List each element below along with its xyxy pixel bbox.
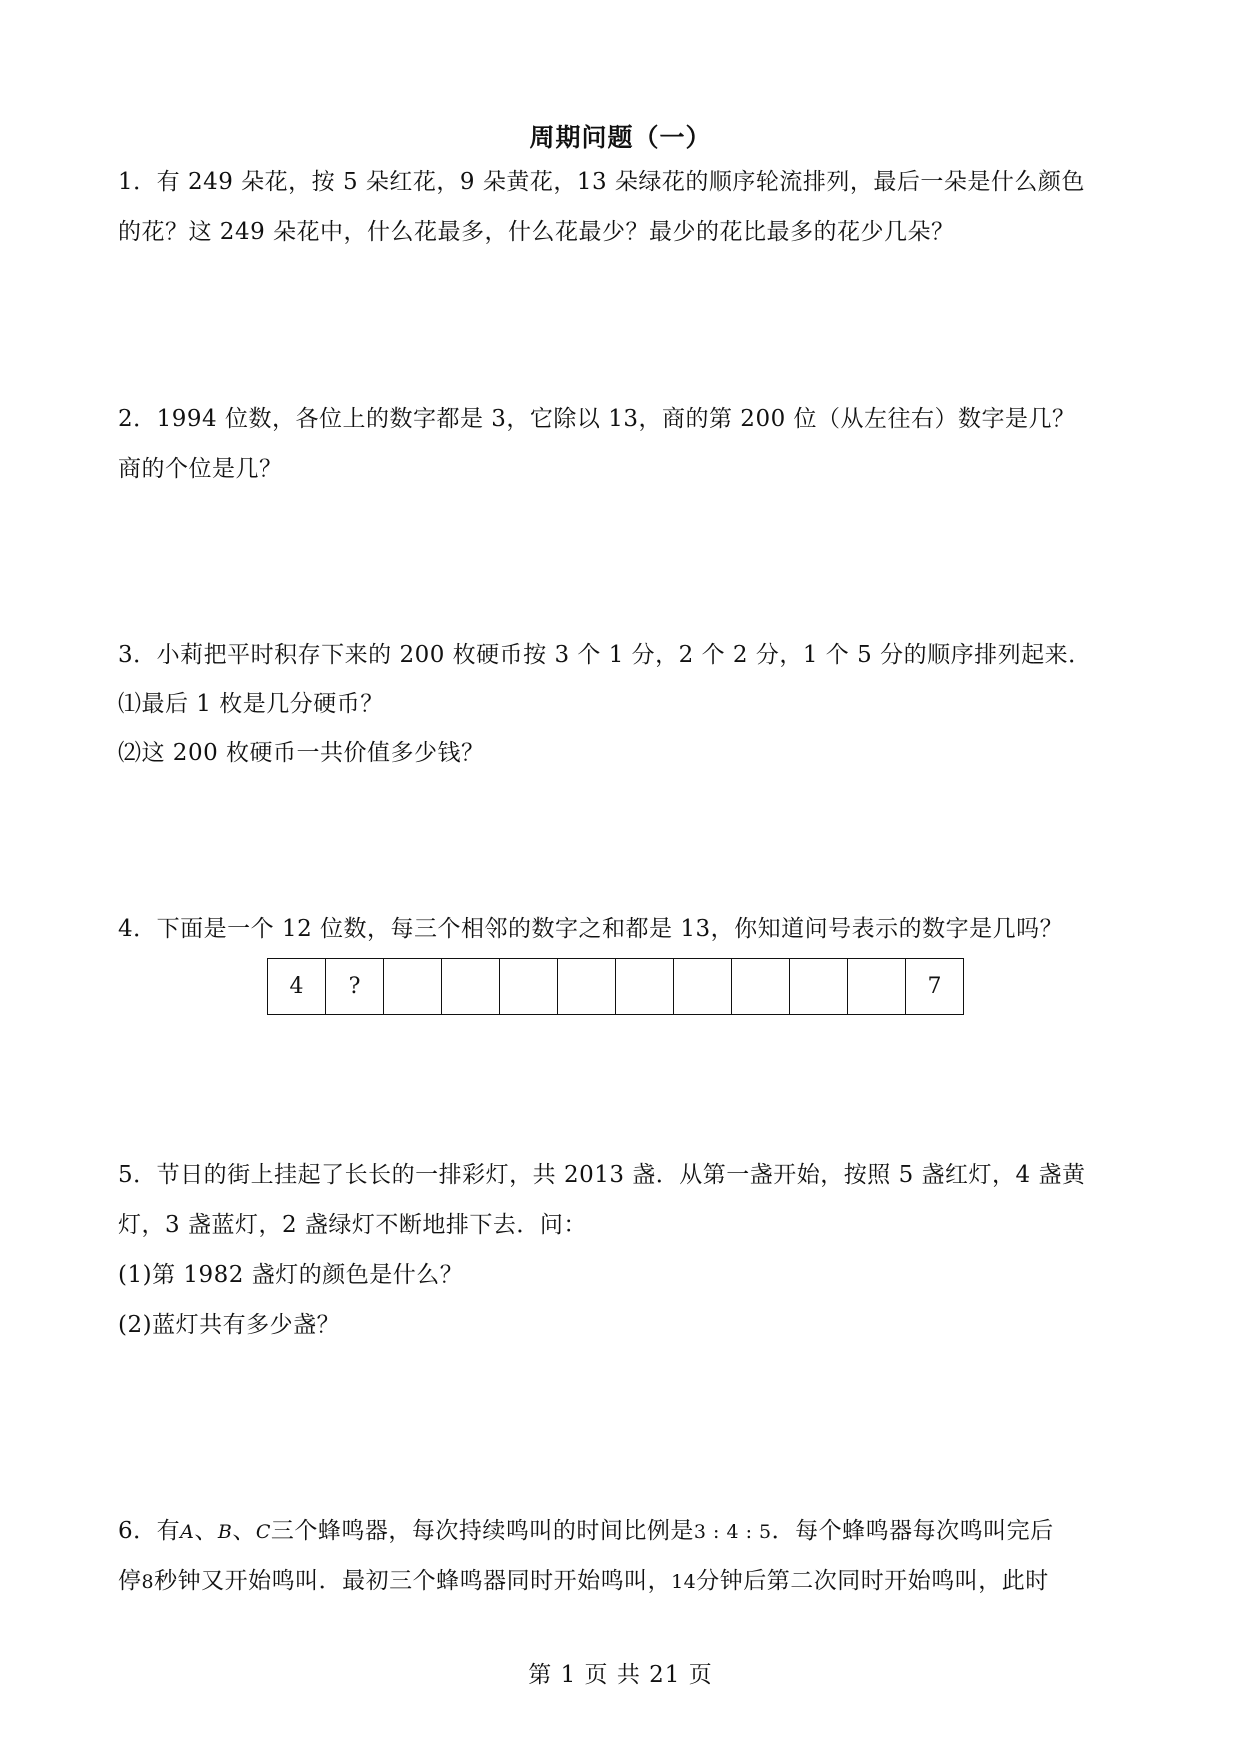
q2-line-1: 2．1994 位数，各位上的数字都是 3，它除以 13，商的第 200 位（从左往右）数字是几？ — [118, 406, 1076, 432]
q6-sep: 、 — [194, 1518, 218, 1544]
digit-cell: 7 — [906, 959, 964, 1015]
q4-line-1: 4．下面是一个 12 位数，每三个相邻的数字之和都是 13，你知道问号表示的数字是几吗？ — [118, 916, 1064, 942]
q6-prefix: 6．有 — [118, 1518, 181, 1544]
q3-line-3: ⑵这 200 枚硬币一共价值多少钱？ — [118, 740, 485, 766]
digit-cell — [442, 959, 500, 1015]
digit-cell — [732, 959, 790, 1015]
buzzer-b-label: B — [217, 1521, 233, 1543]
q5-line-1: 5．节日的街上挂起了长长的一排彩灯，共 2013 盏．从第一盏开始，按照 5 盏红灯，4 盏黄 — [118, 1162, 1086, 1188]
digit-cell — [674, 959, 732, 1015]
q6-text: 秒钟又开始鸣叫．最初三个蜂鸣器同时开始鸣叫， — [154, 1568, 672, 1594]
digit-cell — [790, 959, 848, 1015]
q6-sep: 、 — [232, 1518, 256, 1544]
q6-line-1 — [118, 1512, 1054, 1545]
digit-cell — [384, 959, 442, 1015]
ratio-expression: 3 : 4 : 5 — [693, 1521, 772, 1543]
digit-cell — [558, 959, 616, 1015]
buzzer-a-label: A — [180, 1521, 195, 1543]
q1-line-2: 的花？这 249 朵花中，什么花最多，什么花最少？最少的花比最多的花少几朵？ — [118, 219, 955, 245]
q3-line-1: 3．小莉把平时积存下来的 200 枚硬币按 3 个 1 分，2 个 2 分，1 个 5 分的顺序排列起来． — [118, 642, 1092, 668]
eight-seconds-number: 8 — [141, 1571, 155, 1593]
q5-line-2: 灯，3 盏蓝灯，2 盏绿灯不断地排下去．问： — [118, 1212, 587, 1238]
digit-cell — [616, 959, 674, 1015]
q6-line-2 — [118, 1562, 1049, 1595]
buzzer-c-label: C — [255, 1521, 271, 1543]
q6-end: ．每个蜂鸣器每次鸣叫完后 — [771, 1518, 1054, 1544]
q1-line-1: 1．有 249 朵花，按 5 朵红花，9 朵黄花，13 朵绿花的顺序轮流排列，最后一朵是什么颜色 — [118, 169, 1085, 195]
q6-text: 分钟后第二次同时开始鸣叫，此时 — [696, 1568, 1049, 1594]
fourteen-minutes-number: 14 — [671, 1571, 697, 1593]
q2-line-2: 商的个位是几？ — [118, 456, 283, 482]
digit-cell — [848, 959, 906, 1015]
q5-line-3: (1)第 1982 盏灯的颜色是什么？ — [118, 1262, 464, 1288]
q6-text: 停 — [118, 1568, 142, 1594]
digit-grid — [267, 958, 964, 1015]
page-footer: 第 1 页 共 21 页 — [528, 1662, 713, 1688]
q5-line-4: (2)蓝灯共有多少盏？ — [118, 1312, 341, 1338]
digit-cell: 4 — [268, 959, 326, 1015]
q6-mid: 三个蜂鸣器，每次持续鸣叫的时间比例是 — [270, 1518, 694, 1544]
page-title: 周期问题（一） — [529, 123, 712, 152]
digit-cell — [500, 959, 558, 1015]
q3-line-2: ⑴最后 1 枚是几分硬币？ — [118, 691, 384, 717]
digit-cell: ? — [326, 959, 384, 1015]
